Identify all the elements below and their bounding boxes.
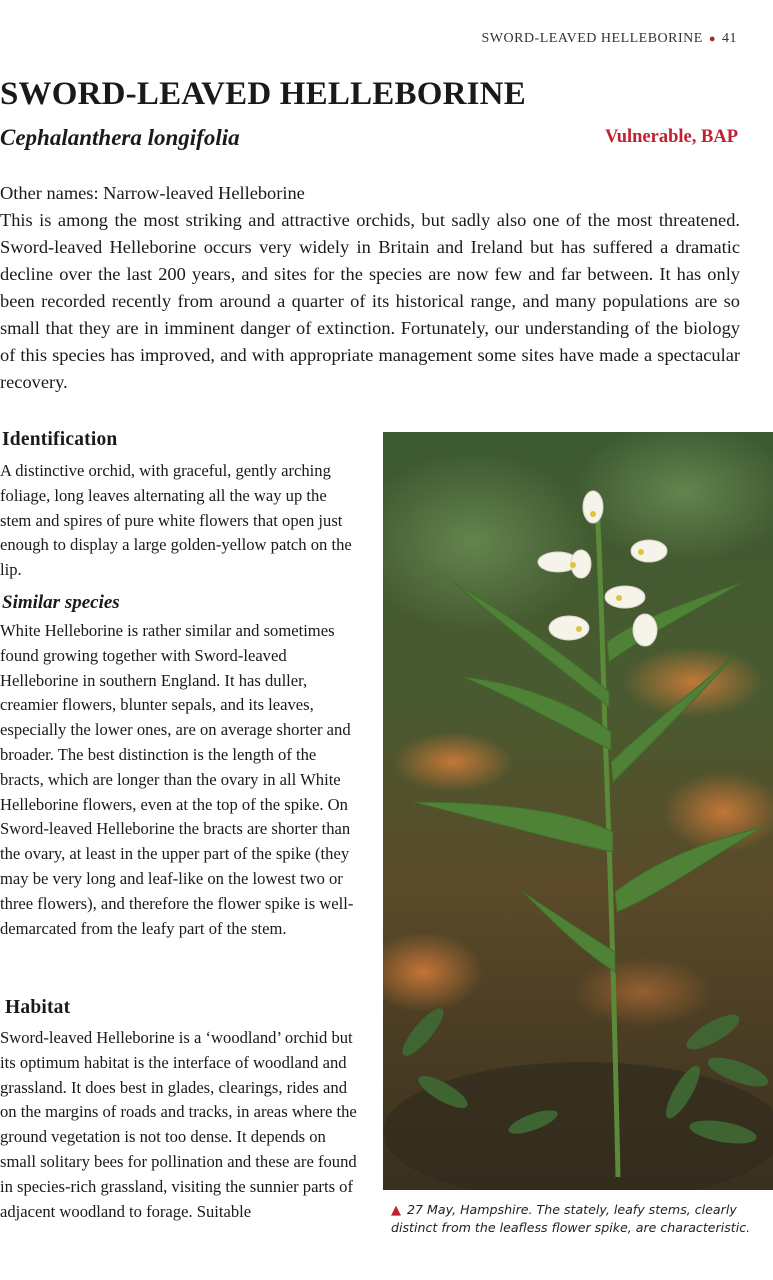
identification-heading: Identification: [2, 429, 118, 450]
similar-species-heading: Similar species: [2, 592, 120, 613]
page-number: 41: [722, 31, 737, 46]
running-head-title: SWORD-LEAVED HELLEBORINE: [481, 31, 703, 46]
photo-caption: [391, 1201, 763, 1236]
habitat-text: Sword-leaved Helleborine is a ‘woodland’ orchid but its optimum habitat is the interface of woodland and grassland. It does best in glades, clearings, rides and on the margins of roads and tracks, in areas where the ground vegetation is not too dense. It depends on small solitary bees for pollination and these are found in species-rich grassland, visiting the sunnier parts of adjacent woodland to forage. Suitable: [0, 1028, 357, 1221]
running-head: [482, 31, 738, 47]
intro-block: [0, 180, 740, 396]
latin-name: Cephalanthera longifolia: [0, 125, 240, 150]
other-names: Other names: Narrow-leaved Helleborine: [0, 183, 305, 203]
orchid-photo: [383, 432, 773, 1190]
identification-text: A distinctive orchid, with graceful, gently arching foliage, long leaves alternating all the way up the stem and spires of pure white flowers that open just enough to display a large golden-yellow patch on the lip.: [0, 461, 352, 580]
orchid-illustration: [383, 432, 773, 1190]
triangle-icon: ▲: [391, 1203, 401, 1218]
conservation-status: Vulnerable, BAP: [605, 127, 738, 147]
page-title: SWORD-LEAVED HELLEBORINE: [0, 76, 526, 112]
habitat-heading: Habitat: [5, 997, 71, 1018]
similar-species-text: White Helleborine is rather similar and sometimes found growing together with Sword-leaved Helleborine in southern England. It has duller, creamier flowers, blunter sepals, and its leaves, especially the lower ones, are on average shorter and broader. The best distinction is the length of the bracts, which are longer than the ovary in all White Helleborine flowers, even at the top of the spike. On Sword-leaved Helleborine the bracts are shorter than the ovary, at least in the upper part of the spike (they may be very long and leaf-like on the lowest two or three flowers), and therefore the flower spike is well-demarcated from the leafy part of the stem.: [0, 621, 354, 938]
intro-paragraph: This is among the most striking and attractive orchids, but sadly also one of the most threatened. Sword-leaved Helleborine occurs very widely in Britain and Ireland but has suffered a dramatic decline over the last 200 years, and sites for the species are now few and far between. It has only been recorded recently from around a quarter of its historical range, and many populations are so small that they are in imminent danger of extinction. Fortunately, our understanding of the biology of this species has improved, and with appropriate management some sites have made a spectacular recovery.: [0, 210, 740, 392]
bullet-icon: ●: [708, 33, 716, 45]
caption-text: 27 May, Hampshire. The stately, leafy stems, clearly distinct from the leafless flower spike, are characteristic.: [391, 1202, 751, 1235]
